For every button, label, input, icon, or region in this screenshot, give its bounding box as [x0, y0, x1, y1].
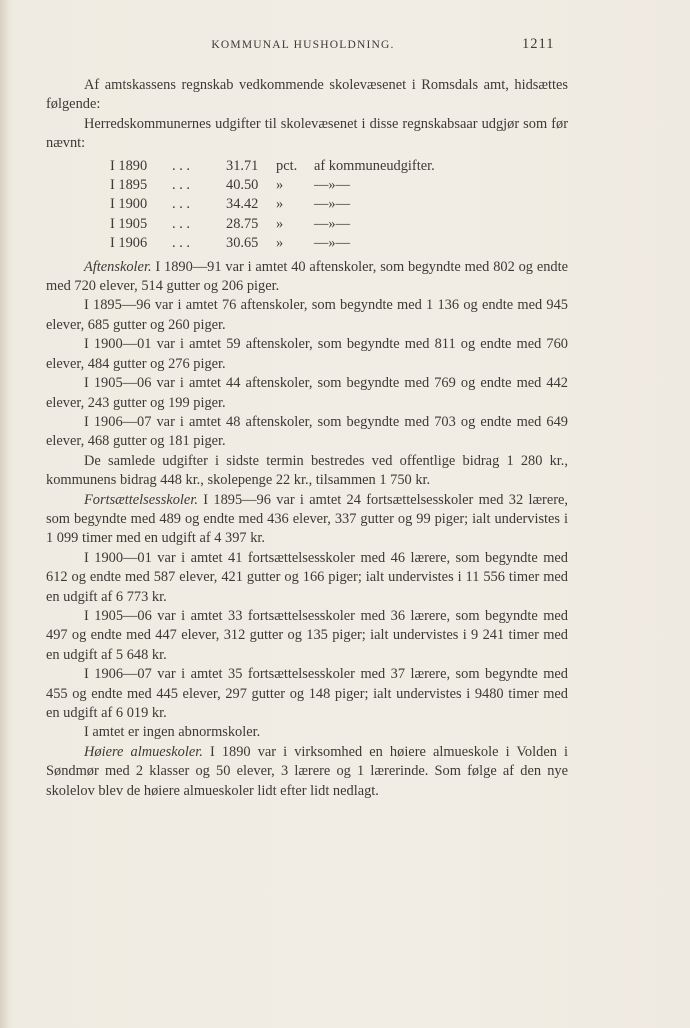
aftenskoler-paragraph-6: De samlede udgifter i sidste termin bestredes ved offentlige bidrag 1 280 kr., kommunens bidrag 448 kr., skolepenge 22 kr., tilsammen 1 750 kr. [46, 452, 568, 489]
table-cell-dots: . . . [172, 235, 190, 252]
table-cell-year: I 1906 [110, 235, 148, 252]
table-cell-percent: 40.50 [226, 177, 259, 194]
table-row [110, 176, 435, 195]
table-cell-unit: » [276, 215, 284, 232]
table-cell-percent: 34.42 [226, 196, 259, 213]
intro-paragraph-2: Herredskommunernes udgifter til skolevæsenet i disse regnskabsaar udgjør som før nævnt: [46, 115, 568, 152]
table-cell-percent: 28.75 [226, 215, 259, 232]
table-cell-dots: . . . [172, 215, 190, 232]
body-text [46, 76, 568, 801]
table-cell-text: —»— [314, 235, 350, 252]
table-cell-percent: 30.65 [226, 235, 259, 252]
table-cell-unit: » [276, 177, 284, 194]
page-binding-edge [0, 0, 9, 1028]
fortsaettelsesskoler-paragraph-3: I 1905—06 var i amtet 33 fortsættelsesskoler med 36 lærere, som begyndte med 497 og endte med 447 elever, 312 gutter og 135 piger; ialt undervistes i 9 241 timer med en udgift af 5 648 kr. [46, 607, 568, 663]
fortsaettelsesskoler-paragraph-4: I 1906—07 var i amtet 35 fortsættelsesskoler med 37 lærere, som begyndte med 455 og endte med 445 elever, 297 gutter og 148 piger; ialt undervistes i 9480 timer med en udgift af 6 019 kr. [46, 666, 568, 721]
table-row [110, 195, 435, 214]
table-row [110, 234, 435, 253]
fortsaettelsesskoler-paragraph-2: I 1900—01 var i amtet 41 fortsættelsesskoler med 46 lærere, som begyndte med 612 og endte med 587 elever, 421 gutter og 166 piger; ialt undervistes i 11 556 timer med en udgift af 6 773 kr. [46, 549, 568, 605]
table-cell-year: I 1890 [110, 157, 148, 174]
table-cell-text: af kommuneudgifter. [314, 157, 435, 174]
expenditure-table [110, 157, 435, 254]
fortsaettelsesskoler-paragraph-5: I amtet er ingen abnormskoler. [84, 724, 261, 741]
table-cell-dots: . . . [172, 157, 190, 174]
table-cell-dots: . . . [172, 177, 190, 194]
table-cell-unit: » [276, 235, 284, 252]
section-heading-fortsaettelsesskoler: Fortsættelsesskoler. [84, 491, 198, 508]
page-number: 1211 [522, 36, 555, 52]
table-row [110, 157, 435, 176]
table-cell-unit: » [276, 196, 284, 213]
table-cell-percent: 31.71 [226, 157, 259, 174]
intro-paragraph-1: Af amtskassens regnskab vedkommende skolevæsenet i Romsdals amt, hidsættes følgende: [46, 77, 568, 113]
table-cell-text: —»— [314, 196, 350, 213]
aftenskoler-paragraph-5: I 1906—07 var i amtet 48 aftenskoler, som begyndte med 703 og endte med 649 elever, 468 gutter og 181 piger. [46, 413, 568, 450]
aftenskoler-paragraph-1: Aftenskoler. I 1890—91 var i amtet 40 aftenskoler, som begyndte med 802 og endte med 720 elever, 514 gutter og 206 piger. [46, 258, 568, 295]
table-cell-unit: pct. [276, 157, 298, 174]
table-cell-dots: . . . [172, 196, 190, 213]
aftenskoler-paragraph-3: I 1900—01 var i amtet 59 aftenskoler, som begyndte med 811 og endte med 760 elever, 484 gutter og 276 piger. [46, 336, 568, 372]
running-header: KOMMUNAL HUSHOLDNING. [211, 39, 395, 51]
table-row [110, 215, 435, 234]
table-cell-text: —»— [314, 177, 350, 194]
table-cell-text: —»— [314, 215, 350, 232]
fortsaettelsesskoler-paragraph-1: Fortsættelsesskoler. I 1895—96 var i amtet 24 fortsættelsesskoler med 32 lærere, som begyndte med 489 og endte med 436 elever, 337 gutter og 99 piger; ialt undervistes i 1 099 timer med en udgift af 4 397 kr. [46, 491, 569, 547]
section-heading-hoiere-almueskoler: Høiere almueskoler. [84, 743, 203, 760]
hoiere-almueskoler-paragraph-1: Høiere almueskoler. I 1890 var i virksomhed en høiere almueskole i Volden i Søndmør med 2 klasser og 50 elever, 3 lærere og 1 lærerinde. Som følge af den nye skolelov blev de høiere almueskoler lidt efter lidt nedlagt. [46, 743, 568, 799]
table-cell-year: I 1905 [110, 215, 148, 232]
aftenskoler-paragraph-4: I 1905—06 var i amtet 44 aftenskoler, som begyndte med 769 og endte med 442 elever, 243 gutter og 199 piger. [46, 375, 568, 411]
section-heading-aftenskoler: Aftenskoler. [84, 258, 152, 275]
aftenskoler-paragraph-2: I 1895—96 var i amtet 76 aftenskoler, som begyndte med 1 136 og endte med 945 elever, 685 gutter og 260 piger. [46, 297, 568, 333]
table-cell-year: I 1895 [110, 177, 148, 194]
table-cell-year: I 1900 [110, 196, 148, 213]
